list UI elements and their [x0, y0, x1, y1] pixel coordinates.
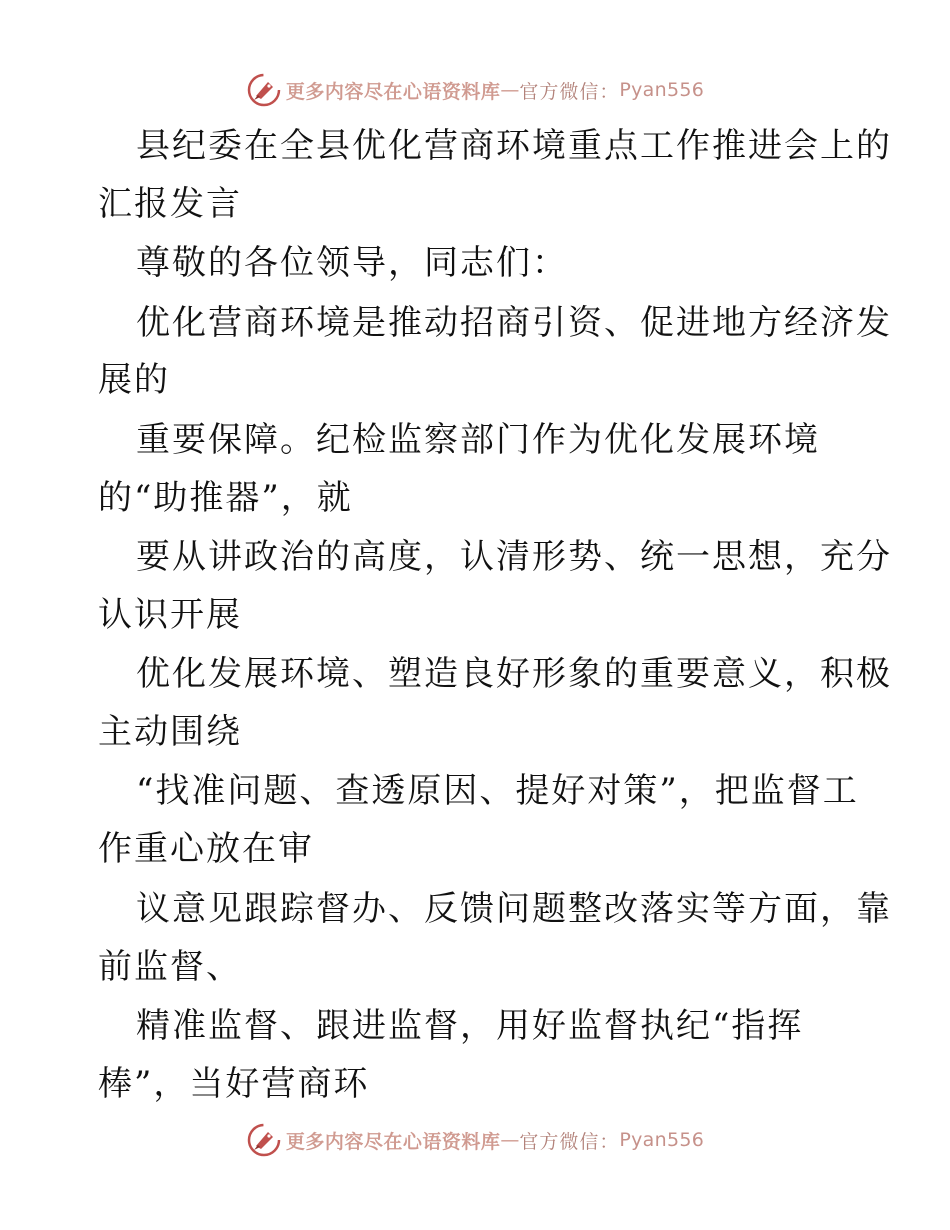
watermark-wechat-id: Pyan556 — [619, 79, 705, 101]
paragraph-line: 的“助推器”，就 — [98, 478, 353, 518]
paragraph-line: 作重心放在审 — [98, 829, 314, 869]
paragraph-line: 棒”，当好营商环 — [98, 1064, 370, 1104]
pen-nib-seal-icon — [246, 1122, 282, 1158]
paragraph-line: 要从讲政治的高度，认清形势、统一思想，充分 — [136, 537, 892, 577]
watermark-text: 更多内容尽在心语资料库 — [285, 1130, 501, 1153]
paragraph-line: 主动围绕 — [98, 712, 242, 752]
paragraph-line: 议意见跟踪督办、反馈问题整改落实等方面，靠 — [136, 889, 892, 929]
paragraph-line: 优化发展环境、塑造良好形象的重要意义，积极 — [136, 654, 892, 694]
watermark-text: 更多内容尽在心语资料库 — [285, 80, 501, 103]
watermark-separator: — — [500, 1129, 520, 1151]
paragraph-line: “找准问题、查透原因、提好对策”，把监督工 — [136, 771, 859, 811]
watermark-wechat-id: Pyan556 — [619, 1129, 705, 1151]
title-line-1: 县纪委在全县优化营商环境重点工作推进会上的 — [136, 126, 892, 166]
title-line-2: 汇报发言 — [98, 184, 242, 224]
header-watermark — [0, 70, 950, 110]
paragraph-line: 展的 — [98, 360, 170, 400]
footer-watermark — [0, 1120, 950, 1160]
watermark-official-label: 官方微信： — [519, 1130, 620, 1153]
pen-nib-seal-icon — [246, 72, 282, 108]
paragraph-line: 前监督、 — [98, 947, 242, 987]
paragraph-line: 重要保障。纪检监察部门作为优化发展环境 — [136, 420, 820, 460]
paragraph-line: 精准监督、跟进监督，用好监督执纪“指挥 — [136, 1006, 804, 1046]
watermark-official-label: 官方微信： — [519, 80, 620, 103]
watermark-separator: — — [500, 79, 520, 101]
paragraph-line: 认识开展 — [98, 595, 242, 635]
paragraph-line: 优化营商环境是推动招商引资、促进地方经济发 — [136, 303, 892, 343]
salutation: 尊敬的各位领导，同志们： — [136, 243, 568, 283]
